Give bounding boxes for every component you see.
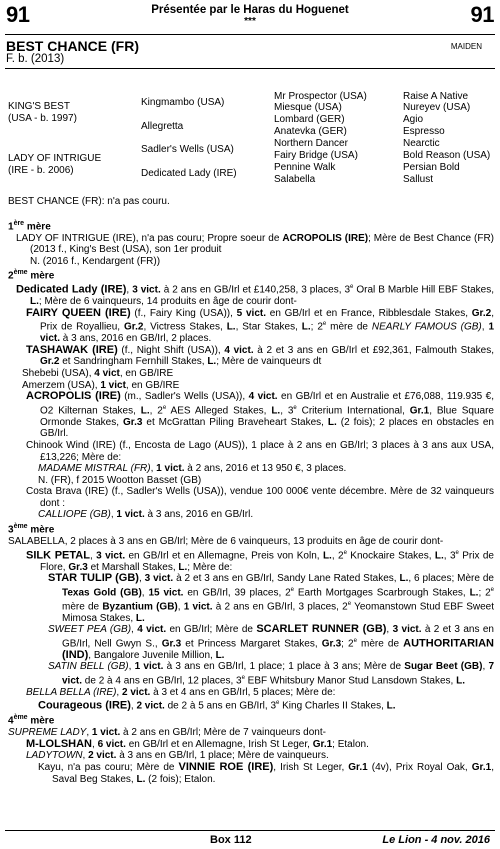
box-number: Box 112 — [210, 834, 252, 846]
footer-rule — [5, 830, 495, 831]
ped-gen2-4: Dedicated Lady (IRE) — [141, 168, 237, 179]
stars: *** — [244, 16, 256, 27]
fourth-dam-produce-2a: Kayu, n'a pas couru; Mère de VINNIE ROE (IRE), Irish St Leger, Gr.1 (4v), Prix Royal Oak, Gr.1, Saval Beg Stakes, L. (2 fois); Etalon. — [38, 760, 494, 785]
third-dam-produce-1a: STAR TULIP (GB), 3 vict. à 2 et 3 ans en GB/Irl, Sandy Lane Rated Stakes, L., 6 places; Mère de Texas Gold (GB), 15 vict. en GB/Irl, 39 places, 2e Earth Mortgages Scarbrough Stakes, L.; 2e mère de Byzantium (GB), 1 vict. à 2 ans en GB/Irl, 3 places, 2e Yeomanstown Stud EBF Sweet Mimosa Stakes, L. — [48, 572, 495, 624]
second-dam-produce-5a: CALLIOPE (GB), 1 vict. à 3 ans, 2016 en GB/Irl. — [38, 509, 254, 521]
ped-gen3-2: Miesque (USA) — [274, 102, 342, 113]
category-badge: MAIDEN — [450, 42, 482, 51]
ped-gen4-8: Sallust — [403, 174, 434, 185]
ped-gen2-3: Sadler's Wells (USA) — [141, 144, 234, 155]
second-dam-produce-1: FAIRY QUEEN (IRE) (f., Fairy King (USA)), 5 vict. en GB/Irl et en France, Ribblesdale Stakes, Gr.2, Prix de Royallieu, Gr.2, Victress Stakes, L., Star Stakes, L.; 2e mère de NEARLY FAMOUS (GB), 1 vict. à 3 ans, 2016 en GB/Irl, 2 places. — [26, 306, 494, 345]
second-dam-text: Dedicated Lady (IRE), 3 vict. à 2 ans en GB/Irl et £140,258, 3 places, 3e Oral B Marble Hill EBF Stakes, L.; Mère de 6 vainqueurs, 14 produits en âge de courir dont- — [16, 283, 495, 308]
ped-gen2-2: Allegretta — [141, 121, 184, 132]
catalogue-body — [8, 196, 494, 785]
second-dam-produce-4b: N. (FR), f 2015 Wootton Basset (GB) — [38, 474, 202, 486]
ped-gen3-6: Fairy Bridge (USA) — [274, 150, 358, 161]
ped-gen4-2: Nureyev (USA) — [403, 102, 471, 113]
sale-info: Le Lion - 4 nov. 2016 — [382, 834, 490, 846]
first-dam-heading: 1ère mère — [8, 219, 51, 232]
lot-number-left: 91 — [6, 2, 30, 27]
third-dam-produce-1b: SWEET PEA (GB), 4 vict. en GB/Irl; Mère de SCARLET RUNNER (GB), 3 vict. à 2 et 3 ans en GB/Irl, Nell Gwyn S., Gr.3 et Princess Margaret Stakes, Gr.3; 2e mère de AUTHORITARIAN (IND), Bangalore Juvenile Million, L. — [48, 623, 494, 661]
ped-gen3-5: Northern Dancer — [274, 138, 348, 149]
fourth-dam-produce-2: LADYTOWN, 2 vict. à 3 ans en GB/Irl, 1 place; Mère de vainqueurs. — [26, 750, 329, 762]
header-rule — [5, 68, 495, 69]
ped-gen3-7: Pennine Walk — [274, 162, 336, 173]
sire-name: KING'S BEST — [8, 101, 70, 112]
presenter: Présentée par le Haras du Hoguenet — [151, 4, 349, 16]
ped-gen4-7: Persian Bold — [403, 162, 460, 173]
third-dam-produce-2a: Courageous (IRE), 2 vict. de 2 à 5 ans en GB/Irl, 3e King Charles II Stakes, L. — [38, 699, 396, 712]
ped-gen4-5: Nearctic — [403, 138, 440, 149]
second-dam-produce-4a: MADAME MISTRAL (FR), 1 vict. à 2 ans, 2016 et 13 950 €, 3 places. — [38, 463, 347, 475]
ped-gen3-8: Salabella — [274, 174, 316, 185]
horse-description: F. b. (2013) — [6, 53, 65, 65]
lot-number-right: 91 — [470, 2, 494, 27]
ped-gen2-1: Kingmambo (USA) — [141, 97, 225, 108]
second-dam-heading: 2ème mère — [8, 269, 55, 282]
top-rule — [5, 34, 495, 35]
second-dam-produce-3: ACROPOLIS (IRE) (m., Sadler's Wells (USA)), 4 vict. en GB/Irl et en Australie et £76,088, 119.935 €, O2 Kilternan Stakes, L., 2e AES Alleged Stakes, L., 3e Criterium International, Gr.1, Blue Square Ormonde Stakes, Gr.3 et McGrattan Piling Braveheart Stakes, L. (2 fois); 2 places en obstacles en GB/Irl. — [26, 390, 494, 440]
horse-name: BEST CHANCE (FR) — [6, 38, 139, 54]
ped-gen4-6: Bold Reason (USA) — [403, 150, 491, 161]
second-dam-produce-5: Costa Brava (IRE) (f., Sadler's Wells (USA)), vendue 100 000€ vente décembre. Mère de 32 vainqueurs dont : — [26, 486, 494, 509]
sire-info: (USA - b. 1997) — [8, 113, 77, 124]
ped-gen3-3: Lombard (GER) — [274, 114, 345, 125]
third-dam-produce-1: SILK PETAL, 3 vict. en GB/Irl et en Allemagne, Preis von Koln, L., 2e Knockaire Stakes, L., 3e Prix de Flore, Gr.3 et Marshall Stakes, L.; Mère de: — [26, 548, 494, 573]
third-dam-heading: 3ème mère — [8, 523, 55, 536]
ped-gen4-1: Raise A Native — [403, 91, 469, 102]
ped-gen4-3: Agio — [403, 114, 424, 125]
fourth-dam-heading: 4ème mère — [8, 714, 55, 727]
second-dam-produce-2: TASHAWAK (IRE) (f., Night Shift (USA)), 4 vict. à 2 et 3 ans en GB/Irl et £92,361, Falmouth Stakes, Gr.2 et Sandringham Fernhill Stakes, L.; Mère de vainqueurs dt — [26, 343, 494, 368]
dam-name: LADY OF INTRIGUE — [8, 153, 102, 164]
dam-info: (IRE - b. 2006) — [8, 165, 74, 176]
second-dam-produce-4: Chinook Wind (IRE) (f., Encosta de Lago (AUS)), 1 place à 2 ans en GB/Irl; 3 places à 3 ans aux USA, £13,226; Mère de: — [26, 439, 494, 463]
third-dam-produce-1c: SATIN BELL (GB), 1 vict. à 3 ans en GB/Irl, 1 place; 1 place à 3 ans; Mère de Sugar Beet (GB), 7 vict. de 2 à 4 ans en GB/Irl, 12 places, 3e EBF Whitsbury Manor Stud Lansdown Stakes, L. — [48, 661, 495, 687]
ped-gen4-4: Espresso — [403, 126, 445, 137]
third-dam-text: SALABELLA, 2 places à 3 ans en GB/Irl; Mère de 6 vainqueurs, 13 produits en âge de courir dont- — [8, 536, 444, 547]
third-dam-produce-2: BELLA BELLA (IRE), 2 vict. à 3 et 4 ans en GB/Irl, 5 places; Mère de: — [26, 686, 336, 698]
ped-gen3-1: Mr Prospector (USA) — [274, 91, 367, 102]
fourth-dam-produce-1: M-LOLSHAN, 6 vict. en GB/Irl et en Allemagne, Irish St Leger, Gr.1; Etalon. — [26, 737, 369, 750]
ped-gen3-4: Anatevka (GER) — [274, 126, 347, 137]
first-dam-text: LADY OF INTRIGUE (IRE), n'a pas couru; Propre soeur de ACROPOLIS (IRE); Mère de Best Chance (FR) (2013 f., King's Best (USA), son 1er produit N. (2016 f., Kendargent (FR)) — [16, 232, 494, 267]
fourth-dam-text: SUPREME LADY, 1 vict. à 2 ans en GB/Irl; Mère de 7 vainqueurs dont- — [8, 727, 326, 739]
second-dam-produce-2b: Shebebi (USA), 4 vict, en GB/IRE Amerzem (USA), 1 vict, en GB/IRE — [22, 368, 180, 391]
intro-line: BEST CHANCE (FR): n'a pas couru. — [8, 196, 170, 207]
